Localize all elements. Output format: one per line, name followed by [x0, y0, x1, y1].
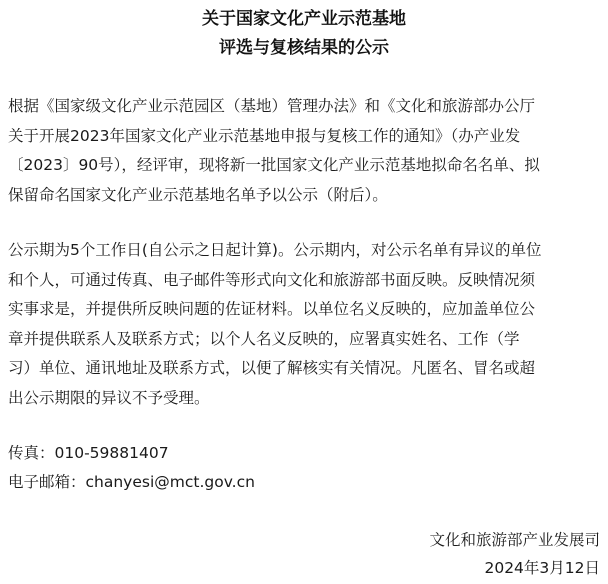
paragraph-line: 保留命名国家文化产业示范基地名单予以公示（附后）。 [8, 185, 388, 204]
paragraph-line: 〔2023〕90号），经评审，现将新一批国家文化产业示范基地拟命名名单、拟 [8, 156, 540, 175]
contact-fax: 传真：010-59881407 [8, 444, 169, 462]
paragraph-basis [8, 92, 604, 210]
paragraph-line: 公示期为5个工作日(自公示之日起计算)。公示期内，对公示名单有异议的单位 [8, 241, 542, 259]
paragraph-line: 根据《国家级文化产业示范园区（基地）管理办法》和《文化和旅游部办公厅 [8, 97, 536, 115]
paragraph-line: 关于开展2023年国家文化产业示范基地申报与复核工作的通知》（办产业发 [8, 126, 521, 145]
paragraph-line: 习）单位、通讯地址及联系方式，以便了解核实有关情况。凡匿名、冒名或超 [8, 359, 536, 378]
paragraph-line: 实事求是，并提供所反映问题的佐证材料。以单位名义反映的，应加盖单位公 [8, 300, 536, 319]
document-title-line-2: 评选与复核结果的公示 [219, 38, 389, 58]
signature-date: 2024年3月12日 [484, 559, 600, 577]
paragraph-publicity-period [8, 236, 604, 414]
signature-organization: 文化和旅游部产业发展司 [429, 531, 600, 549]
paragraph-line: 章并提供联系人及联系方式；以个人名义反映的，应署真实姓名、工作（学 [8, 329, 520, 348]
document-title-line-1: 关于国家文化产业示范基地 [202, 9, 406, 29]
contact-email: 电子邮箱：chanyesi@mct.gov.cn [8, 473, 255, 491]
paragraph-line: 和个人，可通过传真、电子邮件等形式向文化和旅游部书面反映。反映情况须 [8, 270, 536, 289]
paragraph-line: 出公示期限的异议不予受理。 [8, 388, 210, 407]
